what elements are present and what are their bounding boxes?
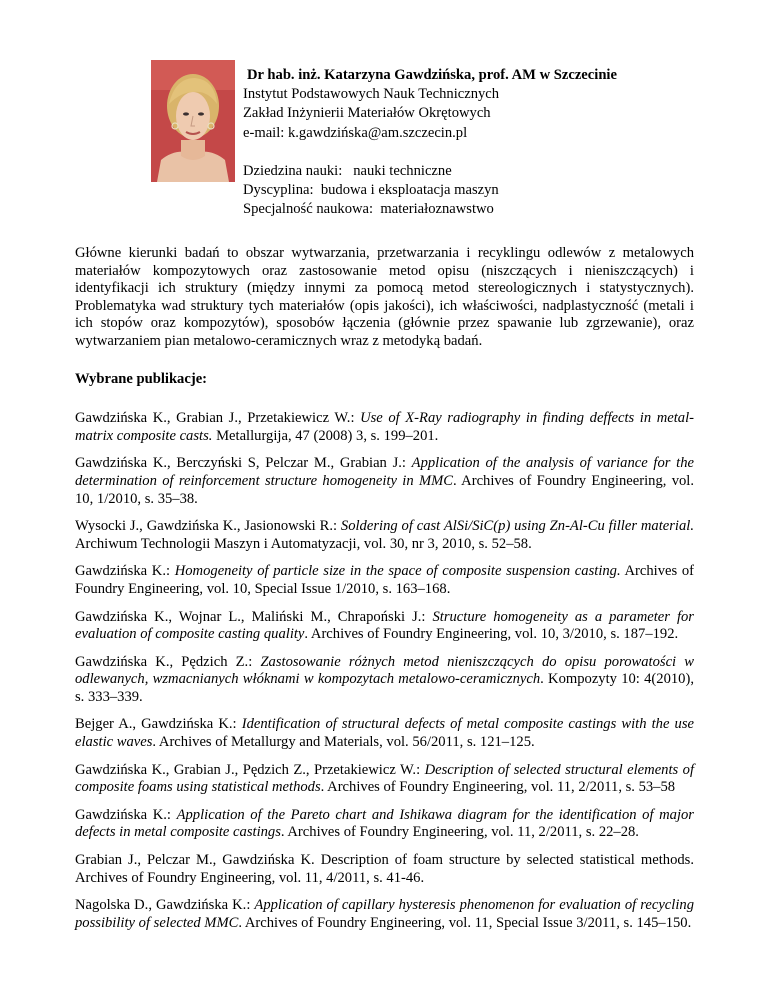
institute: Instytut Podstawowych Nauk Technicznych bbox=[243, 86, 500, 103]
publication-item bbox=[75, 518, 694, 553]
publication-authors: Gawdzińska K., Pędzich Z.: bbox=[75, 653, 261, 670]
publication-source: . Archives of Foundry Engineering, vol. 10, 1/2010, s. 35–38. bbox=[75, 472, 694, 507]
publication-title: Use of X-Ray radiography in finding deffects in metal-matrix composite casts. bbox=[75, 410, 695, 444]
publication-authors: Gawdzińska K.: bbox=[75, 563, 175, 580]
publications-heading: Wybrane publikacje: bbox=[75, 370, 208, 387]
publication-authors: Gawdzińska K.: bbox=[75, 806, 177, 823]
publication-title: Zastosowanie różnych metod nieniszczących do opisu porowatości w odlewanych, wzmacnianych włóknami w kompozytach metalowo-ceramicznych bbox=[75, 653, 695, 688]
publication-title: Description of selected structural elements of composite foams using statistical methods bbox=[75, 761, 694, 796]
publication-authors: Gawdzińska K., Wojnar L., Maliński M., Chrapoński J.: bbox=[75, 608, 433, 625]
publication-source: Metallurgija, 47 (2008) 3, s. 199–201. bbox=[212, 427, 439, 444]
publication-source: Archiwum Technologii Maszyn i Automatyzacji, vol. 30, nr 3, 2010, s. 52–58. bbox=[75, 535, 532, 552]
publication-source: . Archives of Foundry Engineering, vol. 11, Special Issue 3/2011, s. 145–150. bbox=[238, 914, 692, 931]
publication-authors: Gawdzińska K., Grabian J., Przetakiewicz W.: bbox=[75, 410, 361, 427]
email: e-mail: k.gawdzińska@am.szczecin.pl bbox=[243, 124, 468, 141]
department: Zakład Inżynierii Materiałów Okrętowych bbox=[243, 105, 491, 122]
header-block bbox=[243, 66, 723, 219]
publication-authors: Bejger A., Gawdzińska K.: bbox=[75, 716, 242, 733]
publication-item bbox=[75, 410, 694, 445]
publication-title: Application of capillary hysteresis phenomenon for evaluation of recycling possibility of selected MMC bbox=[75, 897, 694, 931]
publication-authors: Grabian J., Pelczar M., Gawdzińska K. Description of foam structure by selected statistical methods. Archives of Foundry Engineering, vol. 11, 4/2011, s. 41-46. bbox=[75, 852, 694, 886]
publication-item bbox=[75, 563, 694, 598]
publication-authors: Nagolska D., Gawdzińska K.: bbox=[75, 897, 255, 914]
publication-source: . Archives of Foundry Engineering, vol. 10, 3/2010, s. 187–192. bbox=[304, 626, 679, 643]
publication-source: . Archives of Foundry Engineering, vol. 11, 2/2011, s. 53–58 bbox=[320, 779, 676, 796]
publication-item bbox=[75, 852, 694, 887]
main-content bbox=[75, 245, 694, 942]
publication-source: Archives of Foundry Engineering, vol. 10, Special Issue 1/2010, s. 163–168. bbox=[75, 563, 694, 597]
publication-item bbox=[75, 897, 694, 932]
publication-title: Homogeneity of particle size in the space of composite suspension casting. bbox=[174, 563, 621, 580]
publication-source: . Archives of Foundry Engineering, vol. 11, 2/2011, s. 22–28. bbox=[280, 824, 639, 841]
research-summary: Główne kierunki badań to obszar wytwarzania, przetwarzania i recyklingu odlewów z metalowych materiałów kompozytowych oraz zastosowanie metod opisu (niszczących i nieniszczących) i identyfikacji ich struktury (między innymi za pomocą metod stereologicznych i statystycznych). Problematyka wad struktury tych materiałów (opis jakości), ich właściwości, nadplastyczność (metali i ich stopów oraz kompozytów), sposobów łączenia (głównie przez spawanie lub zgrzewanie), oraz wytwarzaniem pian metalowo-ceramicznych wraz z metodyką badań. bbox=[75, 245, 694, 349]
publications-list bbox=[75, 410, 694, 932]
publication-title: Structure homogeneity as a parameter for evaluation of composite casting quality bbox=[75, 608, 694, 643]
publication-authors: Gawdzińska K., Grabian J., Pędzich Z., Przetakiewicz W.: bbox=[75, 761, 425, 778]
publication-title: Application of the analysis of variance for the determination of reinforcement structure homogeneity in MMC bbox=[75, 455, 694, 489]
author-name: Dr hab. inż. Katarzyna Gawdzińska, prof. AM w Szczecinie bbox=[247, 67, 617, 83]
publication-item bbox=[75, 762, 694, 797]
specialty: Specjalność naukowa: materiałoznawstwo bbox=[243, 201, 494, 218]
publication-item bbox=[75, 807, 694, 842]
field-of-science: Dziedzina nauki: nauki techniczne bbox=[243, 162, 452, 179]
publication-source: . Archives of Metallurgy and Materials, vol. 56/2011, s. 121–125. bbox=[152, 734, 535, 751]
publication-authors: Wysocki J., Gawdzińska K., Jasionowski R.: bbox=[75, 518, 341, 535]
publication-item bbox=[75, 716, 694, 751]
portrait-photo bbox=[151, 60, 235, 182]
discipline: Dyscyplina: budowa i eksploatacja maszyn bbox=[243, 182, 499, 199]
publication-item bbox=[75, 654, 694, 707]
publication-title: Soldering of cast AlSi/SiC(p) using Zn-Al-Cu filler material. bbox=[340, 518, 694, 535]
publication-item bbox=[75, 455, 694, 508]
publication-source: . Kompozyty 10: 4(2010), s. 333–339. bbox=[75, 671, 694, 705]
publication-item bbox=[75, 609, 694, 644]
publication-title: Identification of structural defects of metal composite castings with the use elastic waves bbox=[75, 716, 694, 751]
publication-title: Application of the Pareto chart and Ishikawa diagram for the identification of major defects in metal composite castings bbox=[75, 806, 694, 841]
publication-authors: Gawdzińska K., Berczyński S, Pelczar M., Grabian J.: bbox=[75, 455, 412, 472]
